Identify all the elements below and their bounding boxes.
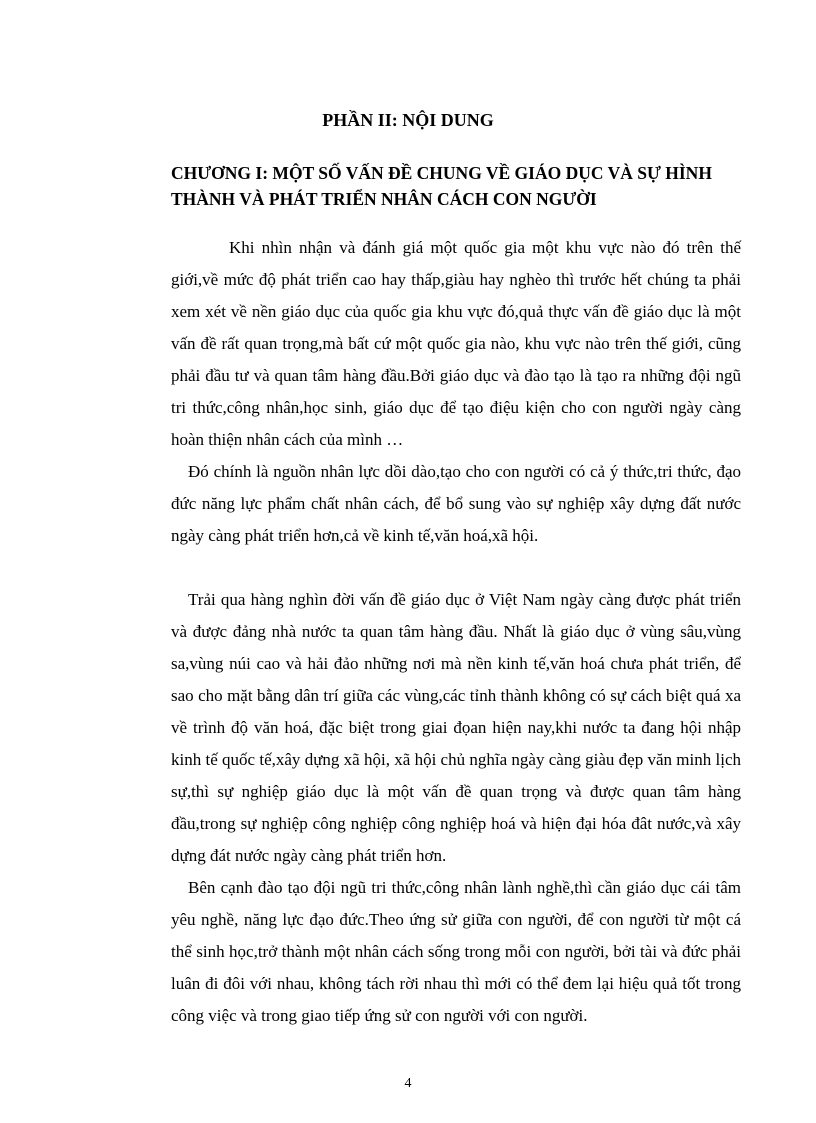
page-number: 4 xyxy=(404,1076,412,1091)
paragraph-2: Đó chính là nguồn nhân lực dồi dào,tạo cho con người có cả ý thức,tri thức, đạo đức năng lực phẩm chất nhân cách, để bổ sung vào sự nghiệp xây dựng đất nước ngày càng phát triển hơn,cả về kinh tế,văn hoá,xã hội. xyxy=(171,462,741,545)
paragraph-4: Bên cạnh đào tạo đội ngũ tri thức,công nhân lành nghề,thì cần giáo dục cái tâm yêu nghề, năng lực đạo đức.Theo ứng sử giữa con người, để con người từ một cá thể sinh học,trở thành một nhân cách sống trong mỗi con người, bởi tài và đức phải luân đi đôi với nhau, không tách rời nhau thì mới có thể đem lại hiệu quả tốt trong công việc và trong giao tiếp ứng sử con người với con người. xyxy=(171,878,741,1025)
chapter-title: CHƯƠNG I: MỘT SỐ VẤN ĐỀ CHUNG VỀ GIÁO DỤC VÀ SỰ HÌNH THÀNH VÀ PHÁT TRIỂN NHÂN CÁCH CON NGƯỜI xyxy=(171,163,712,209)
part-title: PHẦN II: NỘI DUNG xyxy=(322,110,494,130)
paragraph-1: Khi nhìn nhận và đánh giá một quốc gia một khu vực nào đó trên thế giới,về mức độ phát triển cao hay thấp,giàu hay nghèo thì trước hết chúng ta phải xem xét về nền giáo dục của quốc gia khu vực đó,quả thực vấn đề giáo dục là một vấn đề rất quan trọng,mà bất cứ một quốc gia nào, khu vực nào trên thế giới, cũng phải đầu tư và quan tâm hàng đầu.Bởi giáo dục và đào tạo là tạo ra những đội ngũ tri thức,công nhân,học sinh, giáo dục để tạo điệu kiện cho con người ngày càng hoàn thiện nhân cách của mình … xyxy=(171,238,741,449)
body-text xyxy=(171,232,741,1032)
paragraph-3: Trải qua hàng nghìn đời vấn đề giáo dục ở Việt Nam ngày càng được phát triển và được đảng nhà nước ta quan tâm hàng đầu. Nhất là giáo dục ở vùng sâu,vùng sa,vùng núi cao và hải đảo những nơi mà nền kinh tế,văn hoá chưa phát triển, để sao cho mặt bằng dân trí giữa các vùng,các tỉnh thành không có sự cách biệt quá xa về trình độ văn hoá, đặc biệt trong giai đọan hiện nay,khi nước ta đang hội nhập kinh tế quốc tế,xây dựng xã hội, xã hội chủ nghĩa ngày càng giàu đẹp văn minh lịch sự,thì sự nghiệp giáo dục là một vấn đề quan trọng và được quan tâm hàng đầu,trong sự nghiệp công nghiệp công nghiệp hoá và hiện đại hóa đât nước,và xây dựng đát nước ngày càng phát triển hơn. xyxy=(171,590,741,865)
